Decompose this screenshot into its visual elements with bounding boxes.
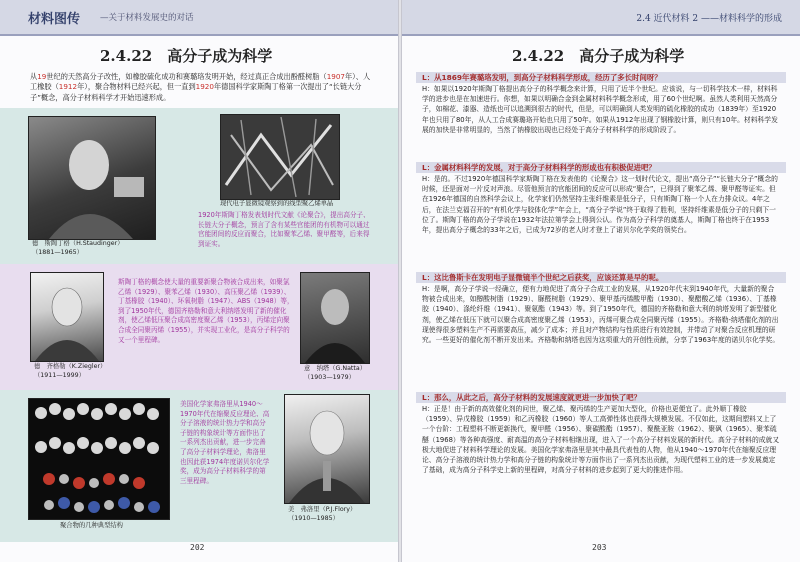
micrograph-caption: 现代电子显微镜观察到的线型聚乙烯单晶 xyxy=(220,200,334,207)
question: L：金属材料科学的发展，对于高分子材料科学的形成也有积极促进吧？ xyxy=(416,162,786,173)
left-page xyxy=(0,0,398,562)
right-page xyxy=(402,0,800,562)
answer: H：如果以1920年斯陶丁格提出高分子的科学概念来计算，只用了近半个世纪。应该说，与一切科学技术一样，材料科学的进步也是在加速进行。你想，如果以明确合金到金属材料科学概念形成，用了60个世纪啊。虽然人类利用天然高分子，如棉花、漆器、造纸也可以追溯到很古的时代，但是，可以明确到人类发明的硫化橡胶的成功（1839年）至1920年也只用了80年，从人工合成赛璐珞开始也只用了50年。如果从1912年出现了钢橡胶计算，则只有10年。材料科学发展的加快是非常明显的，当然了钠橡胶出现也已经处于高分子材料科学的形成阶段了。 xyxy=(422,85,778,134)
answer: H：是啊，高分子学说一经确立，便有力地促进了高分子合成工业的发展，从1920年代末到1940年代，大量新的聚合物被合成出来，如醇酸树脂（1929）、脲醛树脂（1929）、聚甲基丙烯酸甲酯（1930）、聚醋酸乙烯（1936）、丁基橡胶（1940）、涤纶纤维（1941）、聚氨酯（1943）等。到了1950年代，德国的齐格勒和意大利的纳塔发明了新型催化剂，使乙烯在低压下就可以聚合成高密度聚乙烯（1953），丙烯可聚合成全同聚丙烯（1955）。齐格勒-纳塔催化剂的出现使得很多塑料生产不再需要高压，减少了成本；并且对产物结构与性质进行有效控制，并带动了对聚合反应机理的研究。一些更好的催化剂不断开发出来。齐格勒和纳塔也因为这项重大的开创性贡献，分享了1963年度的诺贝尔化学奖。 xyxy=(422,285,780,345)
page-title: 2.4.22 高分子成为科学 xyxy=(512,47,685,65)
page-title: 2.4.22 高分子成为科学 xyxy=(100,47,273,65)
staudinger-caption: 德 斯陶丁格（H.Staudinger） （1881—1965） xyxy=(32,240,124,256)
polyethylene-crystal-micrograph xyxy=(220,114,340,200)
right-page-number: 203 xyxy=(592,543,607,552)
portrait-silhouette-icon xyxy=(29,117,155,239)
answer: H：是的。不过1920年德国科学家斯陶丁格在发表他的《论聚合》这一划时代论文，提出“高分子”“长链大分子”概念的时候，还是面对一片反对声浪。尽管他预言的官能团间的反应可以形成“聚合”，已得到了聚苯乙烯、聚甲醛等证实。但在1926年德国的自然科学会议上，化学家们仍然坚持主张纤维素是低分子，只有斯陶丁格一个人在力排众议。4年之后，在法兰克福召开的“有机化学与胶体化学”年会上，“高分子学说”终于取得了胜利，坚持纤维素是低分子的只剩下一位了。斯陶丁格的高分子学说在1932年法拉第学会上得到公认。作为高分子科学的奠基人，斯陶丁格也终于在1953年，提出高分子概念的33年之后，已成为72岁的老人时才登上了诺贝尔化学奖的领奖台。 xyxy=(422,175,778,235)
flory-section xyxy=(0,390,398,542)
polymer-model-caption: 聚合物的几种典型结构 xyxy=(60,522,123,529)
flory-caption: 美 弗洛里（P.J.Flory） （1910—1985） xyxy=(288,506,357,522)
molecular-model-icon xyxy=(29,399,169,519)
header-subtitle: —关于材料发展史的对话 xyxy=(100,13,194,23)
polymer-structure-model xyxy=(28,398,170,520)
intro-paragraph: 从19世纪的天然高分子改性，如橡胶硫化成功和赛璐珞发明开始，经过真正合成出酚醛树脂（1907年）、人工橡胶（1912年），聚合物材料已经兴起，但一直到1920年德国科学家斯陶丁格第一次提出了“长链大分子”概念，高分子材料科学才开始迅速形成。 xyxy=(30,72,371,102)
right-page-header xyxy=(402,0,800,36)
answer: H：正是！由于新的高效催化剂的问世，聚乙烯、聚丙烯的生产更加大型化，价格也更便宜了。此外顺丁橡胶（1959）、异戊橡胶（1959）和乙丙橡胶（1960）等人工高弹性体也获得大规模发展。不仅如此，这期间塑料又上了一个台阶：工程塑料不断更新换代，聚甲醛（1956）、聚碳酸酯（1957）、聚酰亚胺（1962）、聚砜（1965）、聚苯硫醚（1968）等各种高强度、耐高温的高分子材料相继出现，进入了一个高分子材料发展的新时代。高分子材料的成就又极大地促进了材料科学理论的发展。美国化学家弗洛里是其中最具代表性的人物，他从1940～1970年代在缩聚反应理论、高分子溶液的统计热力学和高分子链的构象统计等方面作出了一系列杰出贡献，为现代塑料工业的进一步发展奠定了基础，成为高分子科学史上新的里程碑，对高分子材料的进步起到了更大的推进作用。 xyxy=(422,405,780,475)
chapter-heading: 2.4 近代材料 2 ——材料科学的形成 xyxy=(636,14,782,24)
qa-block-4 xyxy=(416,392,786,475)
portrait-silhouette-icon xyxy=(31,273,103,361)
question: L：那么，从此之后，高分子材料的发展速度就更进一步加快了吧？ xyxy=(416,392,786,403)
left-page-header xyxy=(0,0,398,36)
question: L：从1869年赛璐珞发明，到高分子材料科学形成，经历了多长时间呀？ xyxy=(416,72,786,83)
qa-block-2 xyxy=(416,162,786,235)
ziegler-caption: 德 齐格勒（K.Ziegler） （1911—1999） xyxy=(34,363,107,379)
ziegler-portrait xyxy=(30,272,104,362)
header-brand: 材料图传 xyxy=(28,12,81,27)
staudinger-section xyxy=(0,108,398,264)
flory-portrait xyxy=(284,394,370,504)
staudinger-description: 1920年斯陶丁格发表划时代文献《论聚合》，提出高分子、长链大分子概念，预言了含有某些官能团的有机物可以通过官能团间的反应而聚合，比如聚苯乙烯、聚甲醛等，后来得到证实。 xyxy=(198,211,370,248)
portrait-silhouette-icon xyxy=(301,273,369,363)
ziegler-natta-description: 斯陶丁格的概念使大量的重要新聚合物被合成出来，如聚氯乙烯（1929）、聚苯乙烯（1930）、高压聚乙烯（1939）、丁基橡胶（1940）、环氧树脂（1947）、ABS（1948）等，到了1950年代，德国齐格勒和意大利纳塔发明了新的催化剂，使乙烯低压聚合成高密度聚乙烯（1953），丙烯定向聚合成全同聚丙烯（1955），并实现工业化，是高分子科学的又一个里程碑。 xyxy=(118,278,294,344)
flory-description: 美国化学家弗洛里从1940～1970年代在缩聚反应理论、高分子溶液的统计热力学和高分子链的构象统计等方面作出了一系列杰出贡献，进一步完善了高分子材料学理论，弗洛里也因此获1974年度诺贝尔化学奖，成为高分子材料科学的第三里程碑。 xyxy=(180,400,270,485)
natta-caption: 意 纳塔（G.Natta） （1903—1979） xyxy=(304,365,367,381)
micrograph-texture-icon xyxy=(221,115,339,199)
staudinger-portrait xyxy=(28,116,156,240)
ziegler-natta-section xyxy=(0,264,398,390)
natta-portrait xyxy=(300,272,370,364)
portrait-silhouette-icon xyxy=(285,395,369,503)
qa-block-3 xyxy=(416,272,786,345)
qa-block-1 xyxy=(416,72,786,135)
question: L：这比鲁斯卡在发明电子显微镜半个世纪之后获奖，应该还算是早的呢。 xyxy=(416,272,786,283)
left-page-number: 202 xyxy=(190,543,205,552)
